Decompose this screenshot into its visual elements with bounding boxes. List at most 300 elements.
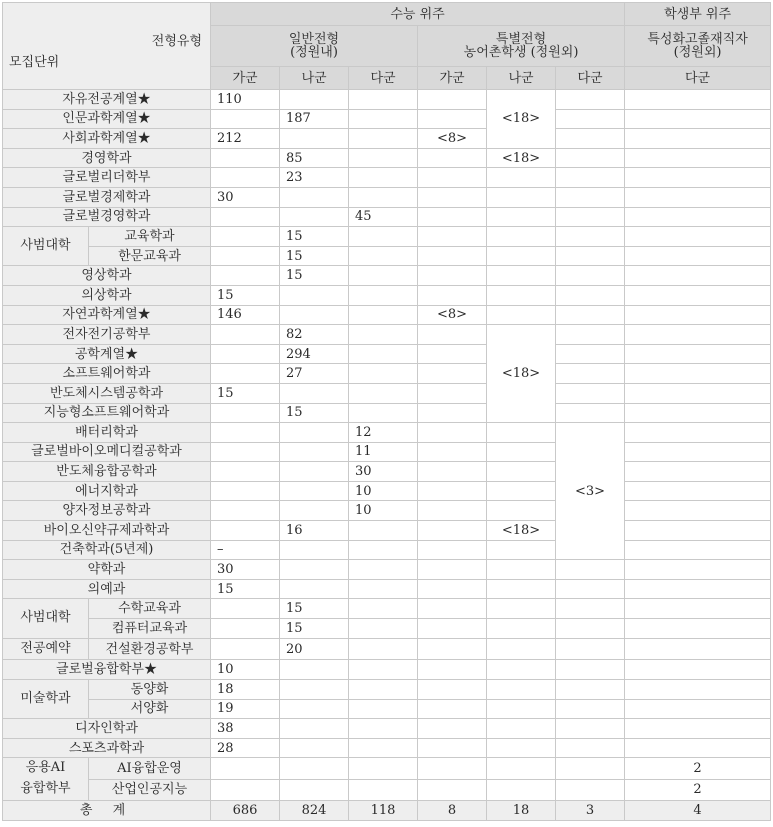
total-value: 3 — [556, 800, 625, 820]
special-quota-cell — [418, 325, 487, 345]
table-row — [3, 383, 771, 403]
quota-cell — [625, 579, 771, 599]
quota-cell: 212 — [211, 129, 280, 149]
special-quota-cell — [418, 501, 487, 521]
quota-cell — [625, 285, 771, 305]
quota-cell — [625, 227, 771, 247]
unit-label: 바이오신약규제과학과 — [3, 521, 211, 541]
quota-cell — [349, 129, 418, 149]
header-special-text: 특별전형 농어촌학생 (정원외) — [463, 32, 579, 60]
quota-cell — [349, 148, 418, 168]
special-quota-cell: <18> — [487, 521, 556, 541]
quota-cell — [211, 227, 280, 247]
unit-label: 의상학과 — [3, 285, 211, 305]
unit-label: 동양화 — [89, 680, 211, 700]
table-row — [3, 638, 771, 660]
quota-cell: 15 — [280, 619, 349, 639]
special-quota-cell — [487, 660, 556, 680]
quota-cell — [280, 738, 349, 758]
quota-cell — [280, 383, 349, 403]
quota-cell: 27 — [280, 364, 349, 384]
special-quota-cell — [556, 109, 625, 129]
header-group-col: 다군 — [556, 67, 625, 90]
total-value: 118 — [349, 800, 418, 820]
quota-cell — [211, 403, 280, 423]
table-row — [3, 168, 771, 188]
table-row — [3, 305, 771, 325]
header-group-col: 다군 — [625, 67, 771, 90]
total-value: 8 — [418, 800, 487, 820]
special-quota-cell — [418, 738, 487, 758]
quota-cell: 15 — [211, 285, 280, 305]
quota-cell — [211, 481, 280, 501]
special-quota-cell — [487, 207, 556, 227]
special-quota-cell — [487, 462, 556, 482]
special-quota-cell — [487, 540, 556, 560]
quota-cell: 15 — [280, 227, 349, 247]
special-quota-cell — [487, 501, 556, 521]
unit-label: 에너지학과 — [3, 481, 211, 501]
quota-cell — [349, 305, 418, 325]
special-quota-cell — [418, 779, 487, 800]
special-quota-cell: <8> — [418, 305, 487, 325]
quota-cell — [349, 660, 418, 680]
special-quota-cell — [418, 285, 487, 305]
group-label: 응용AI 융합학부 — [3, 758, 89, 801]
quota-cell — [625, 403, 771, 423]
special-quota-cell — [556, 148, 625, 168]
quota-cell — [625, 619, 771, 639]
header-general — [211, 26, 418, 67]
quota-cell — [349, 187, 418, 207]
admissions-quota-table — [2, 2, 771, 821]
unit-label: 디자인학과 — [3, 719, 211, 739]
header-corner-unit: 모집단위 — [9, 54, 60, 70]
special-quota-cell — [556, 227, 625, 247]
table-row — [3, 738, 771, 758]
quota-cell: 45 — [349, 207, 418, 227]
quota-cell — [349, 109, 418, 129]
total-label: 총 계 — [3, 800, 211, 820]
special-quota-cell — [487, 560, 556, 580]
special-quota-cell — [487, 187, 556, 207]
special-quota-cell — [487, 719, 556, 739]
quota-cell — [280, 187, 349, 207]
unit-label: 양자정보공학과 — [3, 501, 211, 521]
quota-cell — [625, 266, 771, 286]
table-row — [3, 521, 771, 541]
special-quota-cell — [487, 758, 556, 779]
special-quota-cell — [556, 779, 625, 800]
special-quota-cell — [556, 619, 625, 639]
quota-cell: 18 — [211, 680, 280, 700]
quota-cell — [625, 540, 771, 560]
header-group-col: 나군 — [487, 67, 556, 90]
quota-cell — [625, 699, 771, 719]
special-quota-cell — [487, 779, 556, 800]
special-quota-cell — [418, 227, 487, 247]
quota-cell — [625, 187, 771, 207]
quota-cell — [349, 325, 418, 345]
quota-cell — [625, 719, 771, 739]
quota-cell — [349, 560, 418, 580]
quota-cell — [625, 501, 771, 521]
unit-label: 글로벌리더학부 — [3, 168, 211, 188]
table-row — [3, 680, 771, 700]
quota-cell — [349, 227, 418, 247]
header-special — [418, 26, 625, 67]
table-row — [3, 207, 771, 227]
quota-cell — [349, 403, 418, 423]
special-quota-cell — [487, 442, 556, 462]
unit-label: 글로벌바이오메디컬공학과 — [3, 442, 211, 462]
quota-cell — [349, 599, 418, 619]
quota-cell — [349, 680, 418, 700]
special-quota-cell — [556, 758, 625, 779]
unit-label: 글로벌융합학부★ — [3, 660, 211, 680]
quota-cell: 15 — [280, 403, 349, 423]
special-quota-cell — [556, 266, 625, 286]
quota-cell — [349, 738, 418, 758]
special-quota-cell — [418, 540, 487, 560]
special-quota-cell — [556, 719, 625, 739]
table-row — [3, 423, 771, 443]
header-group-col: 나군 — [280, 67, 349, 90]
unit-label: 인문과학계열★ — [3, 109, 211, 129]
special-quota-cell — [418, 638, 487, 660]
quota-cell — [625, 109, 771, 129]
unit-label: 자유전공계열★ — [3, 90, 211, 110]
quota-cell — [349, 246, 418, 266]
table-row — [3, 619, 771, 639]
total-value: 18 — [487, 800, 556, 820]
quota-cell — [349, 383, 418, 403]
quota-cell — [349, 285, 418, 305]
quota-cell — [625, 738, 771, 758]
table-row — [3, 758, 771, 779]
quota-cell — [625, 129, 771, 149]
quota-cell — [625, 325, 771, 345]
quota-cell — [280, 540, 349, 560]
quota-cell — [625, 599, 771, 619]
special-quota-cell — [556, 680, 625, 700]
table-row — [3, 344, 771, 364]
quota-cell: 187 — [280, 109, 349, 129]
special-quota-cell — [418, 109, 487, 129]
special-quota-cell — [418, 168, 487, 188]
quota-cell — [625, 148, 771, 168]
special-quota-cell — [556, 207, 625, 227]
special-quota-cell — [418, 266, 487, 286]
special-quota-cell — [487, 168, 556, 188]
quota-cell — [211, 246, 280, 266]
unit-label: 지능형소프트웨어학과 — [3, 403, 211, 423]
unit-label: 소프트웨어학과 — [3, 364, 211, 384]
table-row — [3, 560, 771, 580]
total-value: 4 — [625, 800, 771, 820]
quota-cell: 110 — [211, 90, 280, 110]
special-quota-cell — [418, 207, 487, 227]
special-quota-cell — [487, 699, 556, 719]
quota-cell — [211, 344, 280, 364]
special-quota-cell — [487, 305, 556, 325]
special-quota-cell — [556, 325, 625, 345]
special-quota-cell: <8> — [418, 129, 487, 149]
quota-cell — [625, 90, 771, 110]
special-quota-cell — [487, 638, 556, 660]
quota-cell — [211, 501, 280, 521]
table-row — [3, 129, 771, 149]
quota-cell — [349, 719, 418, 739]
unit-label: 서양화 — [89, 699, 211, 719]
quota-cell — [280, 680, 349, 700]
special-quota-cell: <18> — [487, 90, 556, 149]
special-quota-cell: <18> — [487, 325, 556, 423]
unit-label: 스포츠과학과 — [3, 738, 211, 758]
special-quota-cell — [556, 660, 625, 680]
quota-cell: 10 — [211, 660, 280, 680]
quota-cell: 85 — [280, 148, 349, 168]
quota-cell — [280, 758, 349, 779]
unit-label: 컴퓨터교육과 — [89, 619, 211, 639]
group-label: 사범대학 — [3, 599, 89, 638]
table-row — [3, 148, 771, 168]
quota-cell: 2 — [625, 779, 771, 800]
quota-cell — [349, 168, 418, 188]
special-quota-cell — [418, 423, 487, 443]
unit-label: 산업인공지능 — [89, 779, 211, 800]
special-quota-cell — [418, 344, 487, 364]
quota-cell — [625, 246, 771, 266]
quota-cell — [349, 521, 418, 541]
special-quota-cell — [418, 521, 487, 541]
special-quota-cell — [487, 579, 556, 599]
unit-label: 배터리학과 — [3, 423, 211, 443]
quota-cell — [280, 501, 349, 521]
group-label: 사범대학 — [3, 227, 89, 266]
special-quota-cell — [487, 423, 556, 443]
quota-cell — [211, 462, 280, 482]
quota-cell — [625, 344, 771, 364]
special-quota-cell: <18> — [487, 148, 556, 168]
quota-cell: 10 — [349, 501, 418, 521]
unit-label: 반도체융합공학과 — [3, 462, 211, 482]
group-label: 전공예약 — [3, 638, 89, 660]
special-quota-cell — [487, 227, 556, 247]
special-quota-cell: <3> — [556, 423, 625, 560]
table-row — [3, 227, 771, 247]
quota-cell — [280, 462, 349, 482]
table-row — [3, 442, 771, 462]
special-quota-cell — [418, 560, 487, 580]
quota-cell — [211, 758, 280, 779]
table-row — [3, 699, 771, 719]
special-quota-cell — [556, 383, 625, 403]
table-row — [3, 462, 771, 482]
special-quota-cell — [487, 738, 556, 758]
quota-cell — [211, 168, 280, 188]
table-row — [3, 579, 771, 599]
unit-label: 수학교육과 — [89, 599, 211, 619]
quota-cell: 15 — [211, 579, 280, 599]
special-quota-cell — [418, 187, 487, 207]
quota-cell — [625, 305, 771, 325]
quota-cell — [280, 560, 349, 580]
special-quota-cell — [418, 90, 487, 110]
quota-cell — [280, 481, 349, 501]
table-row — [3, 325, 771, 345]
quota-cell: 294 — [280, 344, 349, 364]
special-quota-cell — [556, 560, 625, 580]
header-teuksung-text: 특성화고졸재직자 (정원외) — [647, 32, 748, 60]
special-quota-cell — [418, 660, 487, 680]
unit-label: 교육학과 — [89, 227, 211, 247]
quota-cell: 10 — [349, 481, 418, 501]
quota-cell — [211, 599, 280, 619]
quota-cell: 11 — [349, 442, 418, 462]
special-quota-cell — [418, 148, 487, 168]
special-quota-cell — [556, 285, 625, 305]
special-quota-cell — [556, 90, 625, 110]
quota-cell — [625, 680, 771, 700]
quota-cell — [280, 90, 349, 110]
table-row — [3, 187, 771, 207]
quota-cell — [349, 758, 418, 779]
unit-label: 사회과학계열★ — [3, 129, 211, 149]
special-quota-cell — [418, 383, 487, 403]
special-quota-cell — [418, 719, 487, 739]
unit-label: 의예과 — [3, 579, 211, 599]
quota-cell: 28 — [211, 738, 280, 758]
quota-cell — [349, 579, 418, 599]
special-quota-cell — [487, 266, 556, 286]
unit-label: 건축학과(5년제) — [3, 540, 211, 560]
quota-cell — [349, 364, 418, 384]
quota-cell — [349, 779, 418, 800]
special-quota-cell — [487, 285, 556, 305]
table-row — [3, 779, 771, 800]
unit-label: 글로벌경영학과 — [3, 207, 211, 227]
special-quota-cell — [556, 403, 625, 423]
special-quota-cell — [556, 305, 625, 325]
quota-cell — [625, 521, 771, 541]
special-quota-cell — [556, 168, 625, 188]
table-row — [3, 660, 771, 680]
quota-cell: 12 — [349, 423, 418, 443]
quota-cell — [625, 442, 771, 462]
quota-cell: 2 — [625, 758, 771, 779]
quota-cell — [625, 383, 771, 403]
special-quota-cell — [418, 364, 487, 384]
quota-cell — [211, 109, 280, 129]
quota-cell — [211, 325, 280, 345]
quota-cell — [211, 619, 280, 639]
quota-cell — [625, 560, 771, 580]
quota-cell: 16 — [280, 521, 349, 541]
special-quota-cell — [556, 599, 625, 619]
special-quota-cell — [418, 599, 487, 619]
header-group-col: 다군 — [349, 67, 418, 90]
quota-cell — [211, 207, 280, 227]
special-quota-cell — [418, 442, 487, 462]
unit-label: 자연과학계열★ — [3, 305, 211, 325]
quota-cell — [280, 423, 349, 443]
quota-cell — [280, 579, 349, 599]
quota-cell — [211, 423, 280, 443]
special-quota-cell — [418, 579, 487, 599]
total-value: 824 — [280, 800, 349, 820]
quota-cell: 23 — [280, 168, 349, 188]
header-general-text: 일반전형 (정원내) — [288, 32, 340, 60]
quota-cell — [211, 442, 280, 462]
table-row — [3, 403, 771, 423]
table-row — [3, 285, 771, 305]
special-quota-cell — [418, 699, 487, 719]
header-corner-type: 전형유형 — [151, 33, 202, 49]
quota-cell: 30 — [211, 187, 280, 207]
quota-cell: 82 — [280, 325, 349, 345]
unit-label: 글로벌경제학과 — [3, 187, 211, 207]
unit-label: 한문교육과 — [89, 246, 211, 266]
special-quota-cell — [487, 599, 556, 619]
header-teuksung — [625, 26, 771, 67]
special-quota-cell — [418, 462, 487, 482]
special-quota-cell — [556, 129, 625, 149]
special-quota-cell — [556, 187, 625, 207]
quota-cell — [280, 285, 349, 305]
quota-cell — [211, 638, 280, 660]
quota-cell: – — [211, 540, 280, 560]
unit-label: 건설환경공학부 — [89, 638, 211, 660]
quota-cell — [349, 619, 418, 639]
table-row — [3, 481, 771, 501]
table-row — [3, 90, 771, 110]
quota-cell — [625, 207, 771, 227]
unit-label: 영상학과 — [3, 266, 211, 286]
quota-cell: 146 — [211, 305, 280, 325]
quota-cell — [280, 719, 349, 739]
quota-cell — [625, 660, 771, 680]
quota-cell — [211, 521, 280, 541]
quota-cell: 30 — [211, 560, 280, 580]
quota-cell — [280, 129, 349, 149]
quota-cell — [349, 699, 418, 719]
special-quota-cell — [556, 344, 625, 364]
quota-cell — [280, 779, 349, 800]
unit-label: 반도체시스템공학과 — [3, 383, 211, 403]
special-quota-cell — [556, 738, 625, 758]
table-row — [3, 364, 771, 384]
header-group-col: 가군 — [211, 67, 280, 90]
quota-cell — [625, 638, 771, 660]
quota-cell — [280, 442, 349, 462]
unit-label: 약학과 — [3, 560, 211, 580]
special-quota-cell — [487, 246, 556, 266]
quota-cell — [625, 364, 771, 384]
quota-cell — [349, 344, 418, 364]
unit-label: 공학계열★ — [3, 344, 211, 364]
special-quota-cell — [418, 481, 487, 501]
quota-cell — [280, 207, 349, 227]
header-corner — [3, 3, 211, 90]
quota-cell — [211, 266, 280, 286]
special-quota-cell — [418, 680, 487, 700]
quota-cell — [280, 699, 349, 719]
special-quota-cell — [556, 246, 625, 266]
quota-cell — [349, 90, 418, 110]
special-quota-cell — [556, 638, 625, 660]
quota-cell — [280, 660, 349, 680]
